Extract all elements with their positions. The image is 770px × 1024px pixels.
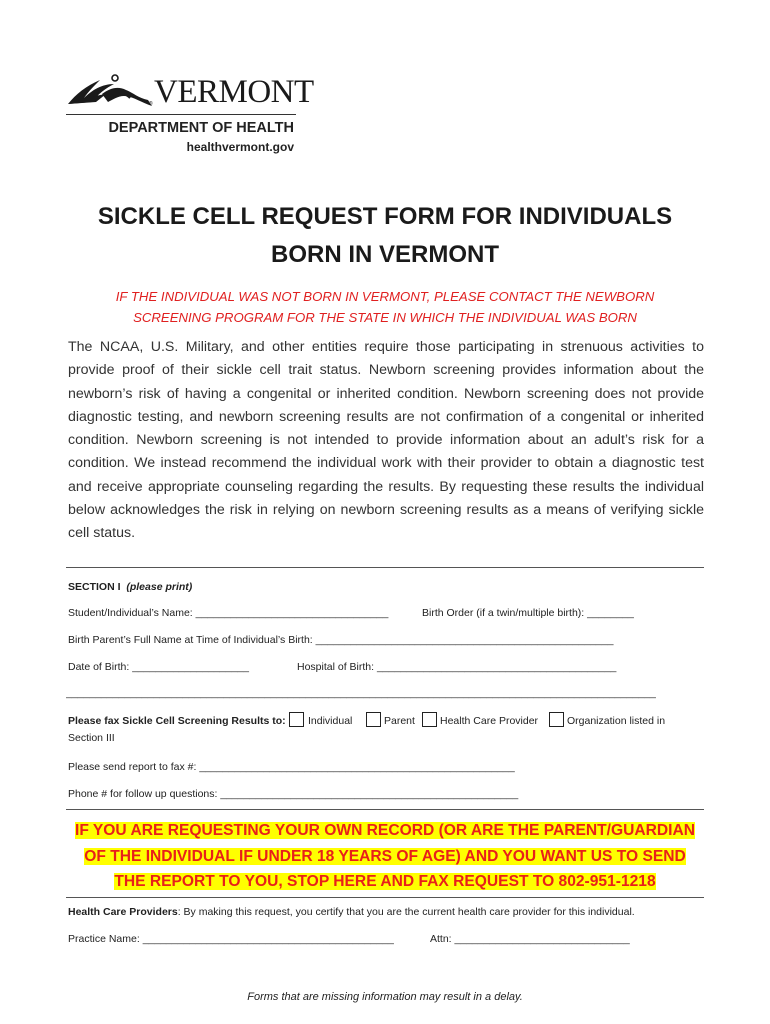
providers-label: Health Care Providers [68,906,178,918]
section-heading-label: SECTION I [68,581,121,593]
logo-divider [66,114,296,115]
svg-text:®: ® [149,101,153,107]
notice-line2: OF THE INDIVIDUAL IF UNDER 18 YEARS OF AGE) AND YOU WANT US TO SEND [84,847,686,865]
organization-option-label: Organization listed in [567,715,666,727]
notice-divider [66,897,704,898]
mountain-bird-logo-icon [66,72,156,114]
section-heading [68,580,192,594]
section-heading-note: (please print) [126,581,193,593]
health-care-provider-option-label: Health Care Provider [440,715,539,727]
out-of-state-warning [60,286,710,328]
intro-paragraph: The NCAA, U.S. Military, and other entities require those participating in strenuous activities to provide proof of their sickle cell trait status. Newborn screening provides information about the newborn’s risk of having a congenital or inherited condition. Newborn screening does not provide diagnostic testing, and newborn screening results are not confirmation of a congenital or inherited condition. Newborn screening is not intended to provide information about an adult’s risk for a condition. We instead recommend the individual work with their provider to obtain a diagnostic test and receive appropriate counseling regarding the results. By requesting these results the individual below acknowledges the risk in relying on newborn screening results as a means of verifying sickle cell status. [68,339,704,542]
individual-option-label: Individual [308,715,353,727]
self-request-notice [64,818,706,895]
warning-line2: SCREENING PROGRAM FOR THE STATE IN WHICH THE INDIVIDUAL WAS BORN [133,310,637,325]
providers-certification [68,905,635,919]
organization-option-continuation: Section III [68,732,115,744]
practice-name-field[interactable]: Practice Name: ___________________________________________ [68,933,394,945]
hospital-of-birth-field[interactable]: Hospital of Birth: _________________________________________ [297,661,617,673]
form-title-line2: BORN IN VERMONT [271,241,499,268]
logo-wordmark: VERMONT [154,74,314,110]
attn-field[interactable]: Attn: ______________________________ [430,933,630,945]
notice-line1: IF YOU ARE REQUESTING YOUR OWN RECORD (OR ARE THE PARENT/GUARDIAN [74,822,696,839]
parent-option-label: Parent [384,715,415,727]
fax-number-field[interactable]: Please send report to fax #: ______________________________________________________ [68,761,515,773]
form-title [40,198,730,274]
parent-checkbox[interactable] [366,712,381,727]
date-of-birth-field[interactable]: Date of Birth: ____________________ [68,661,249,673]
individual-checkbox[interactable] [289,712,304,727]
form-title-line1: SICKLE CELL REQUEST FORM FOR INDIVIDUALS [97,203,673,230]
footer-note: Forms that are missing information may result in a delay. [247,991,523,1003]
birth-order-field[interactable]: Birth Order (if a twin/multiple birth): ________ [422,607,634,619]
birth-parent-name-field[interactable]: Birth Parent’s Full Name at Time of Individual’s Birth: ___________________________________________________ [68,634,614,646]
organization-checkbox[interactable] [549,712,564,727]
department-name: DEPARTMENT OF HEALTH [108,120,294,136]
health-care-provider-checkbox[interactable] [422,712,437,727]
section-divider [66,567,704,568]
section-divider-bottom [66,809,704,810]
fax-results-label-text: Please fax Sickle Cell Screening Results to: [68,715,286,727]
blank-line: _____________________________________________________________________________________________________ [66,687,656,699]
phone-number-field[interactable]: Phone # for follow up questions: ___________________________________________________ [68,788,519,800]
vermont-health-logo [66,72,314,158]
notice-line3: THE REPORT TO YOU, STOP HERE AND FAX REQUEST TO 802-951-1218 [114,873,656,890]
website-url: healthvermont.gov [186,140,294,154]
warning-line1: IF THE INDIVIDUAL WAS NOT BORN IN VERMONT, PLEASE CONTACT THE NEWBORN [115,289,655,304]
providers-text: : By making this request, you certify that you are the current health care provider for this individual. [177,906,635,918]
student-name-field[interactable]: Student/Individual’s Name: _________________________________ [68,607,389,619]
fax-results-label [68,714,286,728]
